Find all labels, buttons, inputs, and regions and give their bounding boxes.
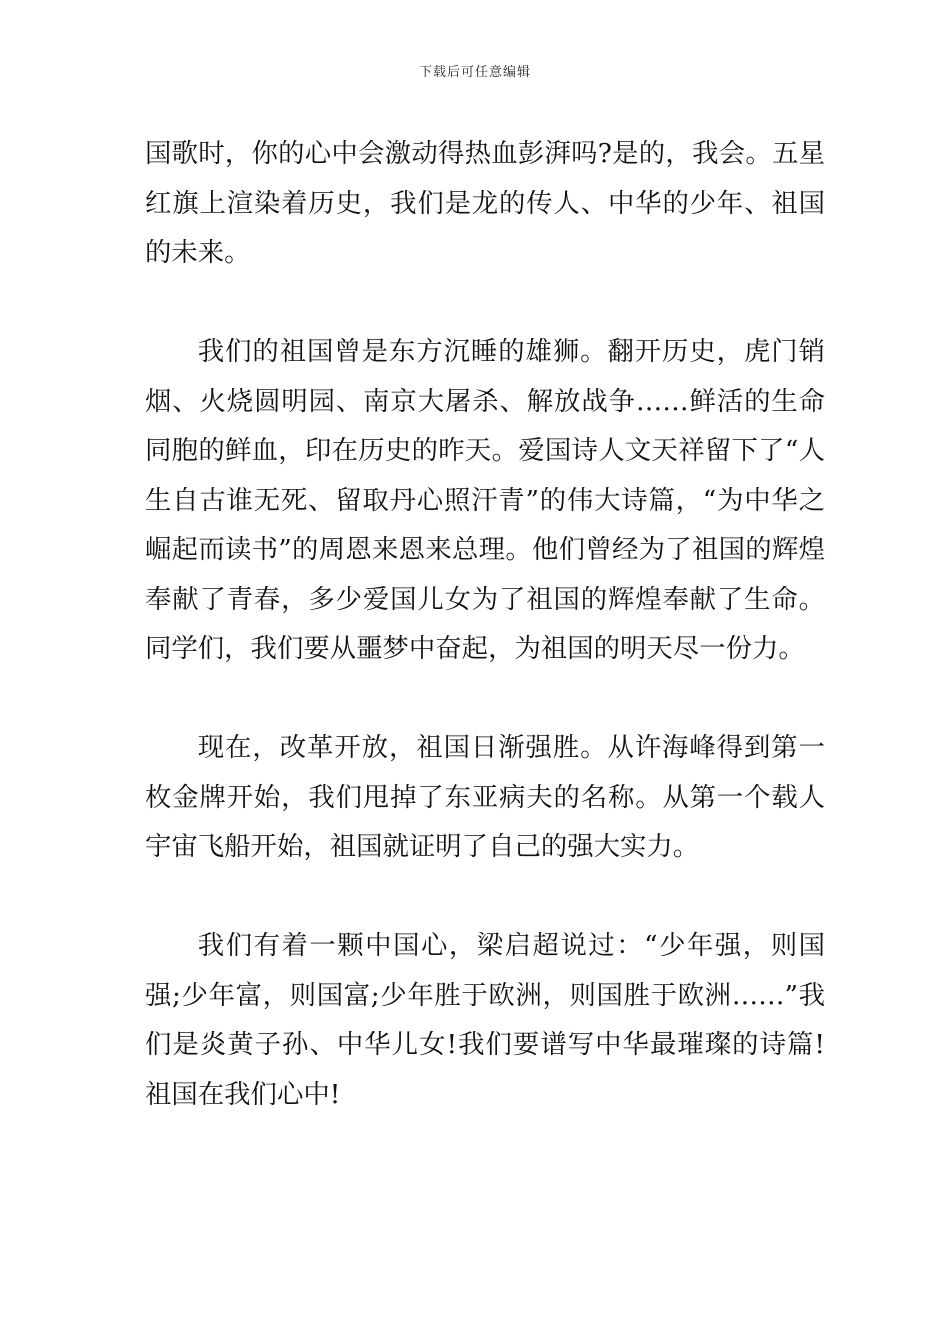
paragraph-2: 我们的祖国曾是东方沉睡的雄狮。翻开历史，虎门销烟、火烧圆明园、南京大屠杀、解放战争……鲜活的生命同胞的鲜血，印在历史的昨天。爱国诗人文天祥留下了“人生自古谁无死、留取丹心照汗青”的伟大诗篇，“为中华之崛起而读书”的周恩来恩来总理。他们曾经为了祖国的辉煌奉献了青春，多少爱国儿女为了祖国的辉煌奉献了生命。同学们，我们要从噩梦中奋起，为祖国的明天尽一份力。 <box>145 336 825 664</box>
paragraph-spacer <box>145 872 825 922</box>
paragraph-spacer <box>145 278 825 328</box>
document-body <box>145 129 825 1119</box>
page-header: 下载后可任意编辑 <box>418 65 531 80</box>
paragraph-spacer <box>145 674 825 724</box>
paragraph-3: 现在，改革开放，祖国日渐强胜。从许海峰得到第一枚金牌开始，我们甩掉了东亚病夫的名称。从第一个载人宇宙飞船开始，祖国就证明了自己的强大实力。 <box>145 732 825 862</box>
paragraph-4: 我们有着一颗中国心，梁启超说过：“少年强，则国强;少年富，则国富;少年胜于欧洲，则国胜于欧洲……”我们是炎黄子孙、中华儿女!我们要谱写中华最璀璨的诗篇!祖国在我们心中! <box>145 930 825 1110</box>
paragraph-1: 国歌时，你的心中会激动得热血彭湃吗?是的，我会。五星红旗上渲染着历史，我们是龙的传人、中华的少年、祖国的未来。 <box>145 138 825 268</box>
